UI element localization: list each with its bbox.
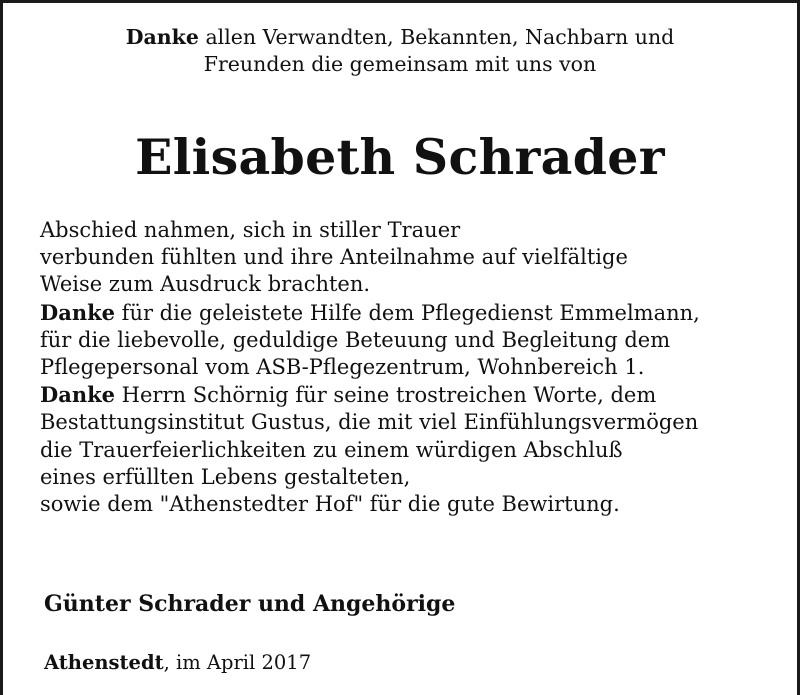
thanks-body xyxy=(40,217,780,518)
place-date xyxy=(44,650,311,676)
body-line: verbunden fühlten und ihre Anteilnahme auf vielfältige xyxy=(40,245,628,270)
intro-line-1 xyxy=(126,25,675,49)
body-line: Pflegepersonal vom ASB-Pflegezentrum, Wohnbereich 1. xyxy=(40,355,645,380)
deceased-name: Elisabeth Schrader xyxy=(135,128,665,186)
body-line: für die liebevolle, geduldige Beteuung und Begleitung dem xyxy=(40,327,671,352)
intro-text xyxy=(0,24,800,78)
danke-care: Danke xyxy=(40,299,115,325)
body-line: sowie dem "Athenstedter Hof" für die gute Bewirtung. xyxy=(40,492,620,517)
body-line: Bestattungsinstitut Gustus, die mit viel Einfühlungsvermögen xyxy=(40,410,699,435)
signature: Günter Schrader und Angehörige xyxy=(44,591,456,617)
body-line-rest: für die geleistete Hilfe dem Pflegedienst Emmelmann, xyxy=(115,300,700,325)
body-line: Abschied nahmen, sich in stiller Trauer xyxy=(40,218,461,242)
intro-line-1-rest: allen Verwandten, Bekannten, Nachbarn und xyxy=(198,25,675,49)
place-town: Athenstedt xyxy=(44,651,164,674)
place-date-text: , im April 2017 xyxy=(163,651,312,674)
danke-funeral: Danke xyxy=(40,382,115,408)
body-line xyxy=(40,381,780,409)
body-line: eines erfüllten Lebens gestalteten, xyxy=(40,464,411,489)
body-line: die Trauerfeierlichkeiten zu einem würdigen Abschluß xyxy=(40,437,623,462)
body-line xyxy=(40,299,780,327)
body-line-rest: Herrn Schörnig für seine trostreichen Worte, dem xyxy=(115,383,657,408)
body-line: Weise zum Ausdruck brachten. xyxy=(40,272,371,297)
intro-danke: Danke xyxy=(125,25,199,49)
intro-line-2: Freunden die gemeinsam mit uns von xyxy=(203,52,597,76)
